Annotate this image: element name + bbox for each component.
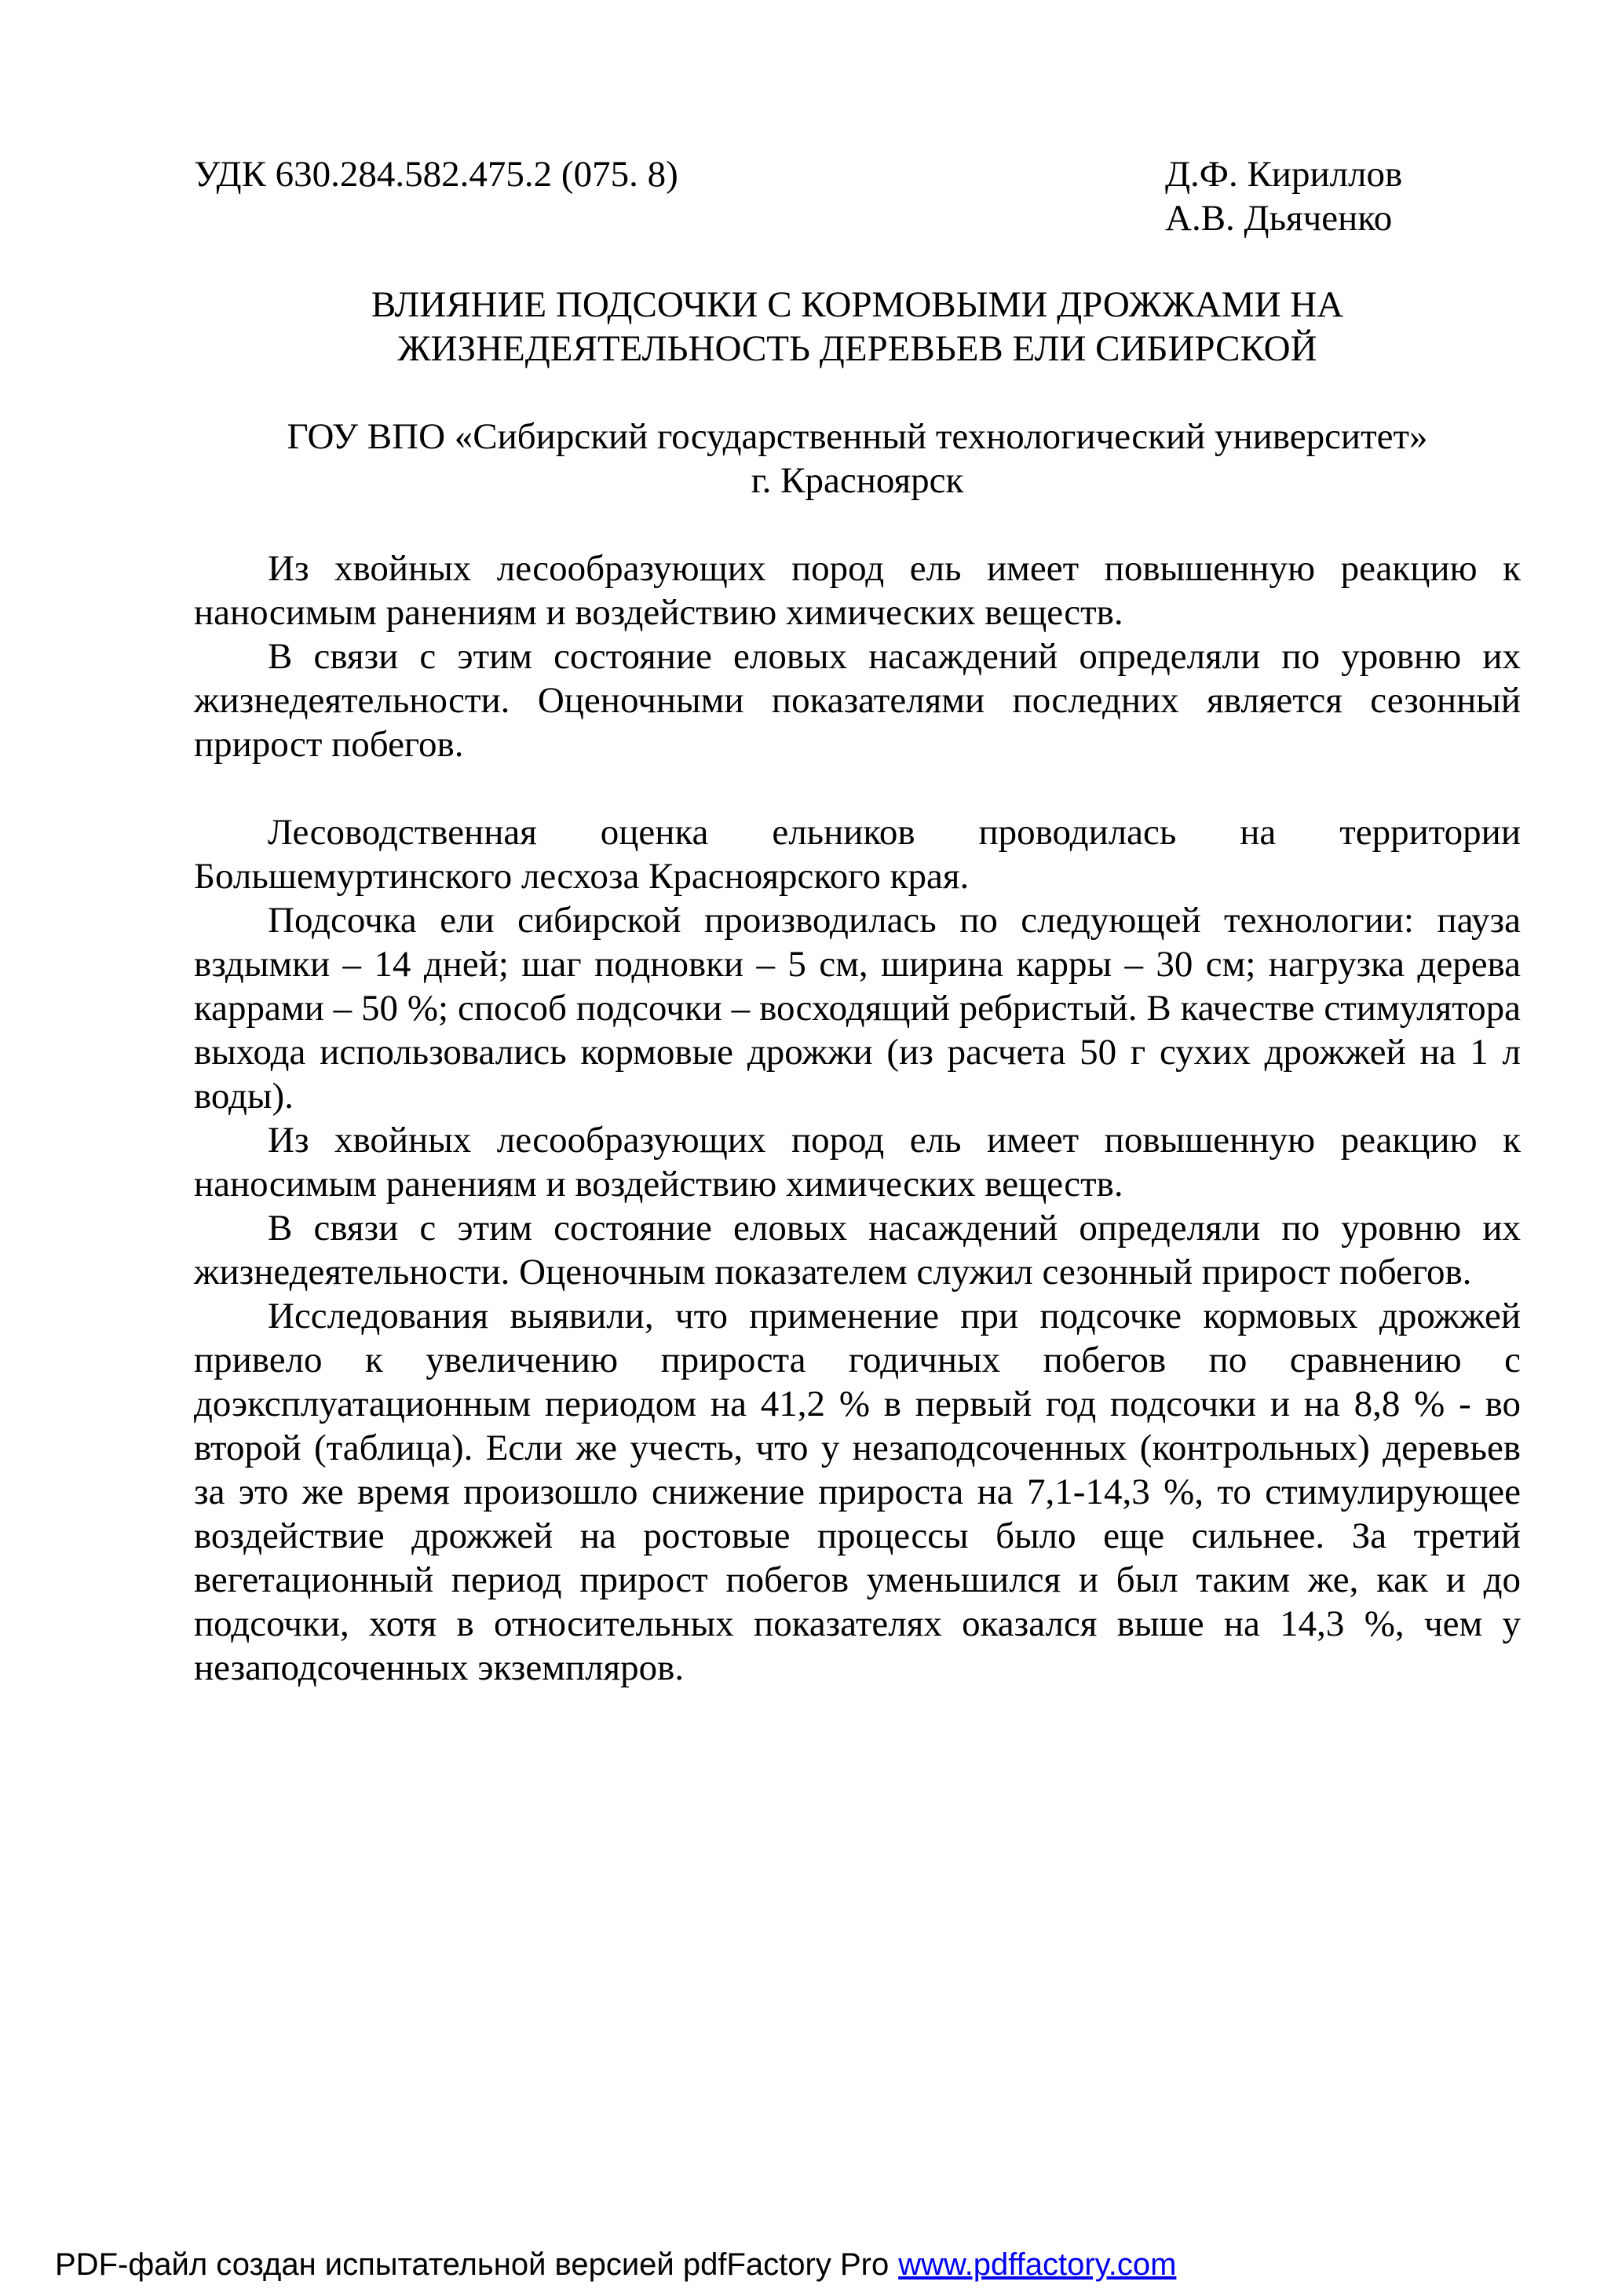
- author-1: Д.Ф. Кириллов: [1165, 154, 1403, 195]
- article-header: [194, 152, 1521, 240]
- author-2: А.В. Дьяченко: [1165, 198, 1393, 239]
- udc-code: УДК 630.284.582.475.2 (075. 8): [194, 154, 678, 195]
- affiliation: [194, 415, 1521, 503]
- pdf-footer: [55, 2246, 1176, 2283]
- paragraph-6: В связи с этим состояние еловых насаждений определяли по уровню их жизнедеятельности. Оценочным показателем служил сезонный прирост побегов.: [194, 1208, 1521, 1292]
- article-body: [194, 547, 1521, 1690]
- paragraph-5: Из хвойных лесообразующих пород ель имеет повышенную реакцию к наносимым ранениям и воздействию химических веществ.: [194, 1120, 1521, 1205]
- paragraph-7: Исследования выявили, что применение при подсочке кормовых дрожжей привело к увеличению прироста годичных побегов по сравнению с доэксплуатационным периодом на 41,2 % в первый год подсочки и на 8,8 % - во второй (таблица). Если же учесть, что у незаподсоченных (контрольных) деревьев за это же время произошло снижение прироста на 7,1-14,3 %, то стимулирующее воздействие дрожжей на ростовые процессы было еще сильнее. За третий вегетационный период прирост побегов уменьшился и был таким же, как и до подсочки, хотя в относительных показателях оказался выше на 14,3 %, чем у незаподсоченных экземпляров.: [194, 1296, 1521, 1688]
- title-line-1: ВЛИЯНИЕ ПОДСОЧКИ С КОРМОВЫМИ ДРОЖЖАМИ НА: [371, 284, 1344, 325]
- article-title: [194, 283, 1521, 371]
- paragraph-3: Лесоводственная оценка ельников проводилась на территории Большемуртинского лесхоза Красноярского края.: [194, 812, 1521, 897]
- footer-link[interactable]: www.pdffactory.com: [898, 2247, 1177, 2282]
- affiliation-city: г. Красноярск: [751, 460, 964, 501]
- affiliation-institution: ГОУ ВПО «Сибирский государственный технологический университет»: [287, 416, 1428, 457]
- paragraph-4: Подсочка ели сибирской производилась по следующей технологии: пауза вздымки – 14 дней; шаг подновки – 5 см, ширина карры – 30 см; нагрузка дерева каррами – 50 %; способ подсочки – восходящий ребристый. В качестве стимулятора выхода использовались кормовые дрожжи (из расчета 50 г сухих дрожжей на 1 л воды).: [194, 900, 1521, 1117]
- paragraph-1: Из хвойных лесообразующих пород ель имеет повышенную реакцию к наносимым ранениям и воздействию химических веществ.: [194, 548, 1521, 633]
- title-line-2: ЖИЗНЕДЕЯТЕЛЬНОСТЬ ДЕРЕВЬЕВ ЕЛИ СИБИРСКОЙ: [397, 328, 1317, 369]
- authors-block: [1165, 152, 1402, 240]
- article-content: [194, 152, 1521, 1690]
- paragraph-2: В связи с этим состояние еловых насаждений определяли по уровню их жизнедеятельности. Оценочными показателями последних является сезонный прирост побегов.: [194, 636, 1521, 765]
- footer-text: PDF-файл создан испытательной версией pdfFactory Pro: [55, 2247, 890, 2282]
